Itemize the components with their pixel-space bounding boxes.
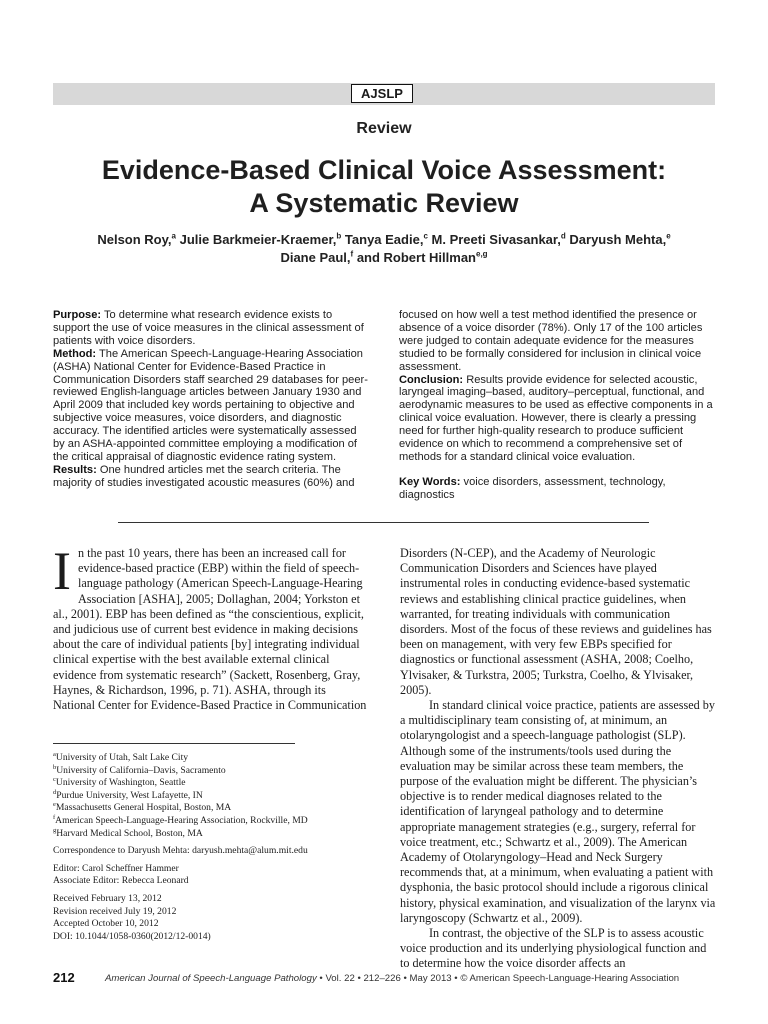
abstract-keywords: Key Words: voice disorders, assessment, technology, diagnostics <box>399 475 666 501</box>
affiliation: $^f$American Speech-Language-Hearing Association, Rockville, MD <box>53 813 308 826</box>
footnotes <box>53 752 373 943</box>
abstract-conclusion: Conclusion: Results provide evidence for selected acoustic, laryngeal imaging–based, auditory–perceptual, functional, and aerodynamic measures to be used as effective components in a clinical voice evaluation. However, there is clearly a pressing need for further high-quality research to produce sufficient evidence on which to recommend a comprehensive set of methods for a standard clinical voice evaluation. <box>399 373 713 463</box>
title-line-2: A Systematic Review <box>249 188 519 218</box>
abstract-results-continued: focused on how well a test method identified the presence or absence of a voice disorder (78%). Only 17 of the 100 articles were judged to contain adequate evidence for the measures studied to be formally considered for inclusion in clinical voice assessment. <box>399 309 703 373</box>
affiliation: $^b$University of California–Davis, Sacramento <box>53 763 226 776</box>
author: M. Preeti Sivasankar,$^d$ <box>431 231 566 247</box>
abstract-right-column <box>399 309 715 502</box>
abstract-divider <box>118 522 649 523</box>
author: and Robert Hillman$^{e,g}$ <box>356 249 488 265</box>
citation-info: • Vol. 22 • 212–226 • May 2013 • © American Speech-Language-Hearing Association <box>316 973 680 984</box>
doi: DOI: 10.1044/1058-0360(2012/12-0014) <box>53 930 211 942</box>
revision-date: Revision received July 19, 2012 <box>53 905 177 917</box>
author: Julie Barkmeier-Kraemer,$^b$ <box>179 231 342 247</box>
abstract-method: Method: The American Speech-Language-Hearing Association (ASHA) National Center for Evidence-Based Practice in Communication Disorders staff searched 29 databases for peer-reviewed English-language articles between January 1930 and April 2009 that included key words pertaining to objective and subjective voice measures, voice disorders, and diagnostic accuracy. The identified articles were systematically assessed by an ASHA-appointed committee employing a modification of the critical appraisal of diagnostic evidence rating system. <box>53 347 368 463</box>
affiliation: $^c$University of Washington, Seattle <box>53 776 186 789</box>
journal-logo: AJSLP <box>351 84 413 103</box>
affiliation: $^e$Massachusetts General Hospital, Boston, MA <box>53 801 232 814</box>
article-title <box>60 154 708 220</box>
intro-paragraph: In the past 10 years, there has been an increased call for evidence-based practice (EBP) within the field of speech-language pathology (American Speech-Language-Hearing Association [ASHA], 2005; Dollaghan, 2004; Yorkston et al., 2001). EBP has been defined as “the conscientious, explicit, and judicious use of current best evidence in making decisions about the care of individual patients [by] integrating individual clinical expertise with the best available external clinical evidence from systematic research” (Sackett, Rosenberg, Gray, Haynes, & Richardson, 1996, p. 71). ASHA, through its National Center for Evidence-Based Practice in Communication <box>53 541 367 713</box>
accepted-date: Accepted October 10, 2012 <box>53 918 159 930</box>
correspondence-note: Correspondence to Daryush Mehta: daryush.mehta@alum.mit.edu <box>53 845 308 857</box>
affiliation: $^d$Purdue University, West Lafayette, IN <box>53 788 203 801</box>
author: Tanya Eadie,$^c$ <box>344 231 428 247</box>
body-left-column <box>53 541 369 713</box>
author: Daryush Mehta,$^e$ <box>569 231 671 247</box>
associate-editor-note: Associate Editor: Rebecca Leonard <box>53 875 189 887</box>
title-line-1: Evidence-Based Clinical Voice Assessment: <box>101 155 667 185</box>
affiliation: $^g$Harvard Medical School, Boston, MA <box>53 826 203 839</box>
footnote-divider <box>53 743 295 744</box>
drop-cap: I <box>53 541 71 601</box>
author-list <box>60 231 708 267</box>
author: Nelson Roy,$^a$ <box>97 231 176 247</box>
abstract-purpose: Purpose: To determine what research evidence exists to support the use of voice measures in the clinical assessment of patients with voice disorders. <box>53 309 364 347</box>
editor-note: Editor: Carol Scheffner Hammer <box>53 862 179 874</box>
running-footer <box>105 973 679 984</box>
received-date: Received February 13, 2012 <box>53 892 162 904</box>
body-right-column <box>400 546 716 972</box>
page-number: 212 <box>53 970 75 985</box>
article-type-label: Review <box>356 120 412 137</box>
body-paragraph: Disorders (N-CEP), and the Academy of Neurologic Communication Disorders and Sciences have played instrumental roles in conducting evidence-based systematic reviews and establishing clinical practice guidelines, when warranted, for treating individuals with communication disorders. Most of the focus of these reviews and guidelines has been on management, with very few EBPs specified for diagnostics or functional assessment (ASHA, 2008; Coelho, Ylvisaker, & Turkstra, 2005; Turkstra, Coelho, & Ylvisaker, 2005). <box>400 546 712 697</box>
affiliation: $^a$University of Utah, Salt Lake City <box>53 750 189 763</box>
author: Diane Paul,$^f$ <box>280 249 354 265</box>
author-line-2 <box>60 249 708 267</box>
abstract-left-column <box>53 309 369 490</box>
body-paragraph: In contrast, the objective of the SLP is to assess acoustic voice production and its underlying physiological function and to determine how the voice disorder affects an <box>400 926 707 971</box>
abstract-results: Results: One hundred articles met the search criteria. The majority of studies investigated acoustic measures (60%) and <box>53 463 355 489</box>
journal-name: American Journal of Speech-Language Pathology <box>105 973 317 984</box>
body-paragraph: In standard clinical voice practice, patients are assessed by a multidisciplinary team consisting of, at minimum, an otolaryngologist and a speech-language pathologist (SLP). Although some of the instruments/tools used during the evaluation may be similar across these team members, the purpose of the evaluation might be different. The physician’s objective is to render medical diagnoses related to the identification of laryngeal pathology and to determine appropriate management strategies (e.g., surgery, referral for voice treatment, etc.; Schwartz et al., 2009). The American Academy of Otolaryngology–Head and Neck Surgery recommends that, at a minimum, when evaluating a patient with dysphonia, the basic protocol should include a rigorous clinical history, physical examination, and visualization of the larynx via laryngoscopy (Schwartz et al., 2009). <box>400 698 716 925</box>
author-line-1 <box>60 231 708 249</box>
